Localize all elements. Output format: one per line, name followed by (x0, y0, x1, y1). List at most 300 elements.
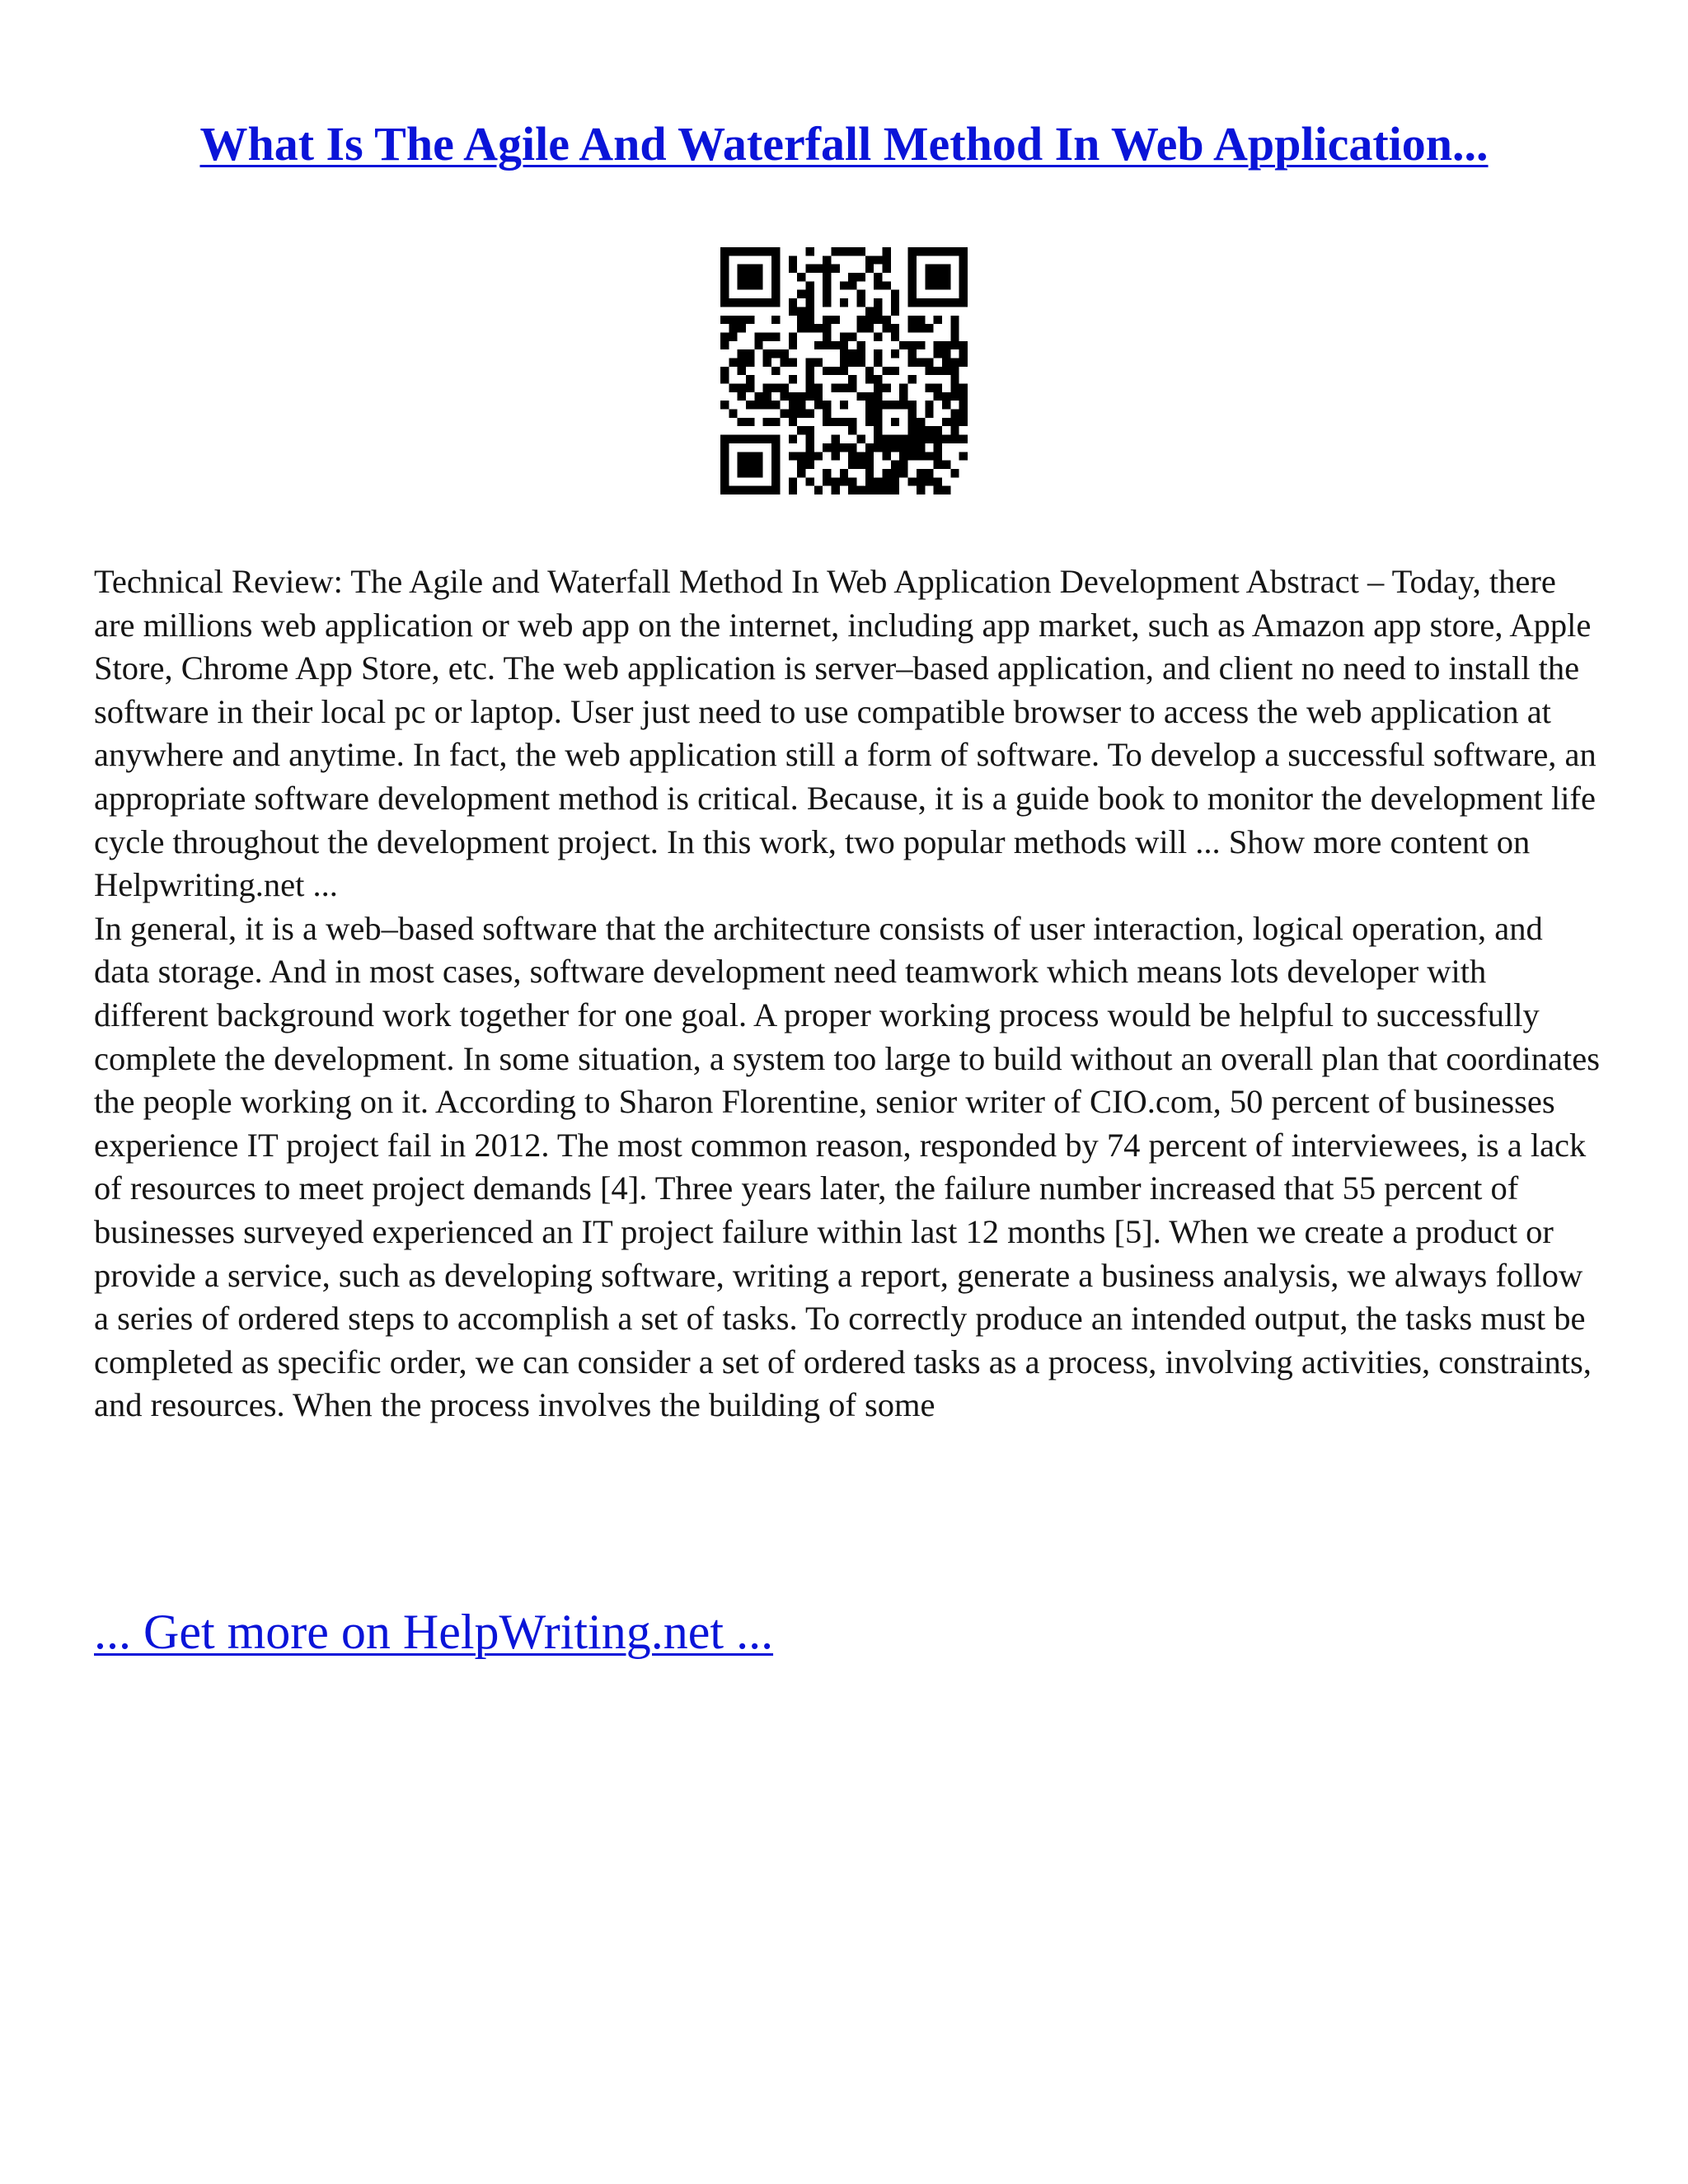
qr-module (950, 384, 959, 392)
qr-module (805, 410, 814, 418)
qr-module (754, 461, 762, 469)
qr-module (771, 332, 780, 340)
qr-module (848, 281, 856, 289)
qr-module (874, 298, 882, 307)
qr-module (950, 392, 959, 401)
qr-module (797, 324, 805, 332)
qr-module (738, 418, 746, 426)
qr-module (831, 435, 839, 443)
qr-module (746, 469, 754, 477)
qr-module (874, 307, 882, 315)
qr-module (874, 273, 882, 281)
qr-module (754, 392, 762, 401)
qr-module (720, 265, 729, 273)
qr-module (720, 290, 729, 298)
qr-module (925, 324, 933, 332)
qr-module (857, 316, 865, 324)
qr-module (823, 418, 831, 426)
qr-module (891, 418, 899, 426)
qr-module (934, 367, 942, 375)
qr-module (959, 298, 968, 307)
qr-module (934, 247, 942, 255)
qr-module (908, 316, 917, 324)
qr-module (899, 461, 907, 469)
qr-module (771, 486, 780, 494)
qr-module (891, 349, 899, 358)
qr-module (805, 435, 814, 443)
qr-module (771, 367, 780, 375)
qr-module (950, 358, 959, 366)
qr-module (950, 247, 959, 255)
qr-module (797, 316, 805, 324)
qr-module (840, 298, 848, 307)
qr-module (720, 281, 729, 289)
qr-module (805, 247, 814, 255)
qr-module (908, 290, 917, 298)
qr-module (831, 486, 839, 494)
qr-module (959, 418, 968, 426)
qr-module (814, 486, 823, 494)
qr-module (891, 443, 899, 452)
qr-module (959, 290, 968, 298)
qr-module (848, 452, 856, 460)
qr-module (934, 452, 942, 460)
qr-module (874, 426, 882, 434)
qr-module (908, 281, 917, 289)
qr-module (789, 255, 797, 264)
qr-module (831, 452, 839, 460)
qr-module (771, 443, 780, 452)
qr-module (840, 247, 848, 255)
qr-module (908, 452, 917, 460)
qr-module (942, 273, 950, 281)
body-paragraph-2: In general, it is a web–based software that the architecture consists of user interaction, logical operation, and data storage. And in most cases, software development need teamwork which means lots developer with different background work together for one goal. A proper working process would be helpful to successfully complete the development. In some situation, a system too large to build without an overall plan that coordinates the people working on it. According to Sharon Florentine, senior writer of CIO.com, 50 percent of businesses experience IT project fail in 2012. The most common reason, responded by 74 percent of interviewees, is a lack of resources to meet project demands [4]. Three years later, the failure number increased that 55 percent of businesses surveyed experienced an IT project failure within last 12 months [5]. When we create a product or provide a service, such as developing software, writing a report, generate a business analysis, we always follow a series of ordered steps to accomplish a set of tasks. To correctly produce an intended output, the tasks must be completed as specific order, we can consider a set of ordered tasks as a process, involving activities, constraints, and resources. When the process involves the building of some (94, 909, 1600, 1424)
qr-module (746, 486, 754, 494)
qr-module (797, 410, 805, 418)
qr-module (789, 410, 797, 418)
qr-module (925, 367, 933, 375)
qr-module (942, 281, 950, 289)
qr-module (823, 316, 831, 324)
get-more-link[interactable]: ... Get more on HelpWriting.net ... (94, 1605, 774, 1659)
qr-module (934, 461, 942, 469)
qr-module (865, 265, 874, 273)
document-title-link[interactable]: What Is The Agile And Waterfall Method In Web Application... (199, 117, 1489, 171)
qr-module (738, 384, 746, 392)
qr-module (848, 247, 856, 255)
qr-module (840, 367, 848, 375)
qr-module (917, 247, 925, 255)
qr-module (823, 265, 831, 273)
qr-module (789, 307, 797, 315)
qr-module (805, 384, 814, 392)
qr-module (754, 298, 762, 307)
qr-module (746, 375, 754, 383)
qr-module (746, 247, 754, 255)
qr-module (908, 410, 917, 418)
qr-module (865, 443, 874, 452)
qr-module (950, 341, 959, 349)
qr-module (840, 401, 848, 409)
qr-module (925, 410, 933, 418)
qr-module (840, 349, 848, 358)
qr-module (831, 418, 839, 426)
qr-module (959, 435, 968, 443)
qr-module (771, 477, 780, 485)
qr-module (738, 392, 746, 401)
qr-module (925, 401, 933, 409)
qr-module (771, 265, 780, 273)
qr-module (720, 452, 729, 460)
qr-module (925, 426, 933, 434)
qr-module (754, 486, 762, 494)
qr-module (823, 367, 831, 375)
qr-module (805, 461, 814, 469)
qr-module (934, 349, 942, 358)
qr-module (934, 316, 942, 324)
qr-module (746, 461, 754, 469)
qr-module (771, 469, 780, 477)
qr-module (925, 384, 933, 392)
qr-module (865, 316, 874, 324)
qr-module (883, 469, 891, 477)
qr-module (738, 469, 746, 477)
qr-module (814, 358, 823, 366)
qr-module (797, 401, 805, 409)
qr-module (746, 281, 754, 289)
qr-module (874, 443, 882, 452)
qr-module (934, 281, 942, 289)
qr-module (925, 273, 933, 281)
qr-module (908, 247, 917, 255)
qr-module (959, 410, 968, 418)
qr-module (805, 426, 814, 434)
qr-module (746, 273, 754, 281)
qr-module (865, 392, 874, 401)
qr-module (950, 469, 959, 477)
qr-module (754, 469, 762, 477)
qr-module (917, 469, 925, 477)
qr-module (720, 486, 729, 494)
qr-module (738, 316, 746, 324)
qr-module (857, 358, 865, 366)
qr-module (908, 341, 917, 349)
qr-module (942, 418, 950, 426)
body-paragraph-1: Technical Review: The Agile and Waterfall Method In Web Application Development Abstract – Today, there are millions web application or web app on the internet, including app market, such as Amazon app store, Apple Store, Chrome App Store, etc. The web application is server–based application, and client no need to install the software in their local pc or laptop. User just need to use compatible browser to access the web application at anywhere and anytime. In fact, the web application still a form of software. To develop a successful software, an appropriate software development method is critical. Because, it is a guide book to monitor the development life cycle throughout the development project. In this work, two popular methods will ... Show more content on Helpwriting.net ... (94, 563, 1597, 904)
qr-module (771, 452, 780, 460)
qr-module (729, 384, 737, 392)
qr-module (865, 307, 874, 315)
qr-module (840, 384, 848, 392)
qr-module (754, 452, 762, 460)
qr-module (720, 341, 729, 349)
qr-module (805, 477, 814, 485)
qr-module (959, 401, 968, 409)
qr-module (840, 418, 848, 426)
qr-module (959, 255, 968, 264)
qr-module (874, 255, 882, 264)
qr-module (738, 273, 746, 281)
qr-module (942, 367, 950, 375)
qr-module (950, 316, 959, 324)
qr-module (729, 247, 737, 255)
qr-module (883, 281, 891, 289)
qr-module (891, 324, 899, 332)
qr-module (934, 392, 942, 401)
qr-module (763, 401, 771, 409)
qr-module (959, 273, 968, 281)
qr-module (950, 367, 959, 375)
qr-module (883, 316, 891, 324)
qr-module (917, 298, 925, 307)
qr-module (899, 401, 907, 409)
qr-module (720, 477, 729, 485)
qr-module (908, 298, 917, 307)
qr-module (797, 290, 805, 298)
qr-module (738, 461, 746, 469)
qr-module (908, 375, 917, 383)
qr-module (754, 341, 762, 349)
qr-module (857, 290, 865, 298)
qr-module (746, 435, 754, 443)
qr-module (857, 435, 865, 443)
qr-module (729, 358, 737, 366)
qr-module (908, 265, 917, 273)
qr-module (917, 358, 925, 366)
qr-module (857, 486, 865, 494)
qr-module (805, 443, 814, 452)
qr-module (857, 324, 865, 332)
qr-module (771, 435, 780, 443)
qr-module (934, 265, 942, 273)
qr-module (959, 358, 968, 366)
qr-module (891, 435, 899, 443)
qr-module (874, 418, 882, 426)
qr-module (908, 401, 917, 409)
qr-module (942, 392, 950, 401)
qr-module (891, 307, 899, 315)
qr-module (814, 324, 823, 332)
qr-module (805, 452, 814, 460)
qr-module (823, 290, 831, 298)
qr-module (883, 443, 891, 452)
qr-code-icon (720, 247, 968, 494)
qr-module (934, 341, 942, 349)
qr-module (917, 477, 925, 485)
qr-module (814, 341, 823, 349)
qr-module (738, 435, 746, 443)
qr-module (763, 332, 771, 340)
qr-module (942, 265, 950, 273)
qr-module (831, 384, 839, 392)
qr-module (789, 265, 797, 273)
qr-module (934, 426, 942, 434)
qr-module (874, 486, 882, 494)
qr-module (763, 298, 771, 307)
qr-module (942, 435, 950, 443)
qr-module (865, 375, 874, 383)
qr-module (874, 477, 882, 485)
qr-module (899, 469, 907, 477)
qr-module (771, 401, 780, 409)
qr-module (797, 461, 805, 469)
qr-module (789, 332, 797, 340)
qr-module (738, 367, 746, 375)
qr-module (763, 358, 771, 366)
qr-module (789, 435, 797, 443)
qr-module (797, 273, 805, 281)
qr-module (925, 298, 933, 307)
qr-module (950, 410, 959, 418)
qr-module (771, 316, 780, 324)
qr-module (857, 341, 865, 349)
qr-module (823, 410, 831, 418)
qr-module (959, 392, 968, 401)
qr-module (729, 410, 737, 418)
qr-module (840, 332, 848, 340)
qr-module (942, 298, 950, 307)
qr-module (720, 367, 729, 375)
qr-module (874, 316, 882, 324)
qr-module (908, 426, 917, 434)
qr-module (959, 341, 968, 349)
qr-module (754, 273, 762, 281)
qr-module (814, 384, 823, 392)
qr-module (720, 247, 729, 255)
qr-module (891, 469, 899, 477)
qr-module (840, 443, 848, 452)
qr-module (950, 435, 959, 443)
qr-module (763, 418, 771, 426)
qr-module (720, 375, 729, 383)
qr-module (771, 273, 780, 281)
qr-module (746, 358, 754, 366)
qr-module (891, 477, 899, 485)
qr-module (754, 332, 762, 340)
qr-module (771, 281, 780, 289)
qr-module (831, 341, 839, 349)
qr-module (763, 349, 771, 358)
qr-module (899, 392, 907, 401)
qr-module (780, 358, 788, 366)
qr-module (891, 367, 899, 375)
qr-module (908, 477, 917, 485)
qr-module (959, 349, 968, 358)
qr-module (917, 418, 925, 426)
qr-module (883, 255, 891, 264)
qr-module (883, 435, 891, 443)
qr-module (720, 401, 729, 409)
qr-module (805, 265, 814, 273)
qr-module (865, 410, 874, 418)
qr-module (865, 477, 874, 485)
qr-module (942, 461, 950, 469)
qr-module (840, 341, 848, 349)
qr-module (925, 247, 933, 255)
qr-module (738, 247, 746, 255)
qr-module (874, 281, 882, 289)
qr-module (942, 486, 950, 494)
qr-module (857, 452, 865, 460)
qr-module (874, 358, 882, 366)
qr-module (917, 324, 925, 332)
qr-module (959, 281, 968, 289)
qr-module (840, 469, 848, 477)
qr-module (831, 477, 839, 485)
qr-module (950, 426, 959, 434)
qr-module (831, 367, 839, 375)
qr-module (754, 281, 762, 289)
qr-module (789, 375, 797, 383)
qr-module (908, 435, 917, 443)
qr-module (720, 273, 729, 281)
qr-module (925, 281, 933, 289)
qr-module (805, 307, 814, 315)
qr-module (720, 469, 729, 477)
qr-module (823, 341, 831, 349)
qr-module (771, 384, 780, 392)
qr-module (814, 392, 823, 401)
qr-module (917, 452, 925, 460)
qr-module (874, 392, 882, 401)
qr-module (805, 392, 814, 401)
qr-module (763, 486, 771, 494)
qr-module (763, 435, 771, 443)
qr-module (797, 426, 805, 434)
qr-module (848, 426, 856, 434)
qr-module (959, 265, 968, 273)
qr-module (720, 435, 729, 443)
qr-module (789, 418, 797, 426)
qr-module (789, 486, 797, 494)
qr-module (805, 375, 814, 383)
qr-module (908, 255, 917, 264)
qr-module (942, 358, 950, 366)
qr-module (917, 341, 925, 349)
qr-code-graphic (720, 247, 968, 494)
qr-module (883, 452, 891, 460)
qr-module (848, 477, 856, 485)
qr-module (738, 486, 746, 494)
qr-module (891, 290, 899, 298)
qr-module (908, 324, 917, 332)
qr-module (865, 469, 874, 477)
qr-module (738, 324, 746, 332)
qr-module (925, 469, 933, 477)
qr-module (959, 384, 968, 392)
qr-module (883, 477, 891, 485)
qr-module (891, 486, 899, 494)
qr-module (934, 443, 942, 452)
qr-module (883, 265, 891, 273)
qr-module (746, 452, 754, 460)
qr-module (899, 443, 907, 452)
qr-module (805, 298, 814, 307)
qr-module (874, 401, 882, 409)
qr-module (789, 298, 797, 307)
qr-module (908, 443, 917, 452)
qr-module (934, 384, 942, 392)
qr-module (865, 418, 874, 426)
qr-module (908, 349, 917, 358)
qr-module (874, 349, 882, 358)
qr-module (780, 349, 788, 358)
qr-module (738, 452, 746, 460)
qr-module (848, 358, 856, 366)
qr-module (729, 324, 737, 332)
qr-module (823, 332, 831, 340)
qr-module (729, 435, 737, 443)
